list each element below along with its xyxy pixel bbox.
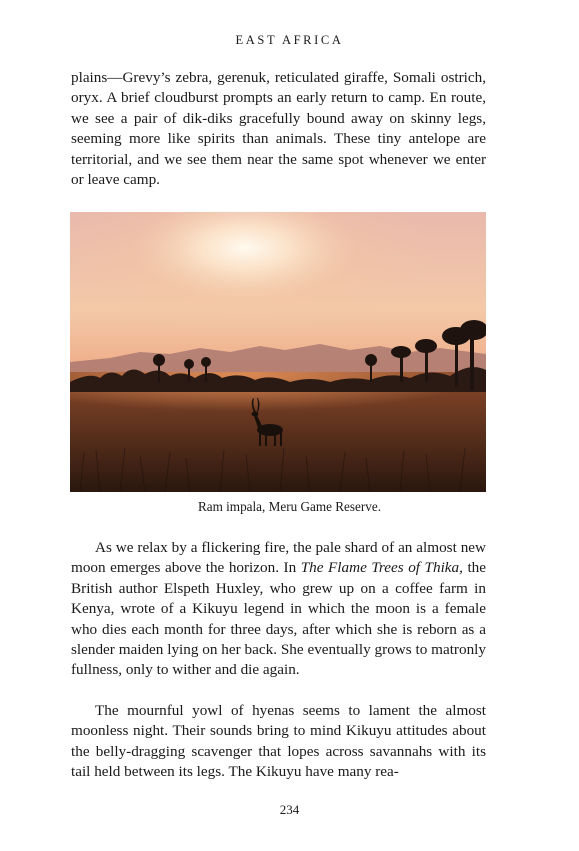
photo-caption: Ram impala, Meru Game Reserve. (197, 499, 382, 514)
page-number: 234 (279, 802, 300, 817)
book-title: The Flame Trees of Thika (300, 559, 460, 577)
paragraph-2 (71, 538, 486, 681)
impala-photo (70, 212, 486, 492)
paragraph-1: plains—Grevy’s zebra, gerenuk, reticulated giraffe, Somali ostrich, oryx. A brief cloudburst prompts an early return to camp. En route, we see a pair of dik-diks gracefully bound away on skinny legs, seeming more like spirits than animals. These tiny antelope are territorial, and we see them near the same spot whenever we enter or leave camp. (71, 69, 486, 189)
running-head: EAST AFRICA (235, 33, 344, 47)
sunset-savanna-image (70, 212, 486, 492)
paragraph-2-text-end: , the British author Elspeth Huxley, who grew up on a coffee farm in Kenya, wrote of a Kikuyu legend in which the moon is a female who dies each month for three days, after which she is reborn as a slender maiden lying on her back. She eventually grows to matronly fullness, only to wither and die again. (71, 559, 486, 679)
paragraph-2-text-start: As we relax by a flickering fire, the pale shard of an almost new moon emerges above the horizon. In (71, 539, 486, 577)
paragraph-3: The mournful yowl of hyenas seems to lament the almost moonless night. Their sounds bring to mind Kikuyu attitudes about the belly-dragging scavenger that lopes across savannahs with its tail held between its legs. The Kikuyu have many rea- (71, 702, 486, 781)
